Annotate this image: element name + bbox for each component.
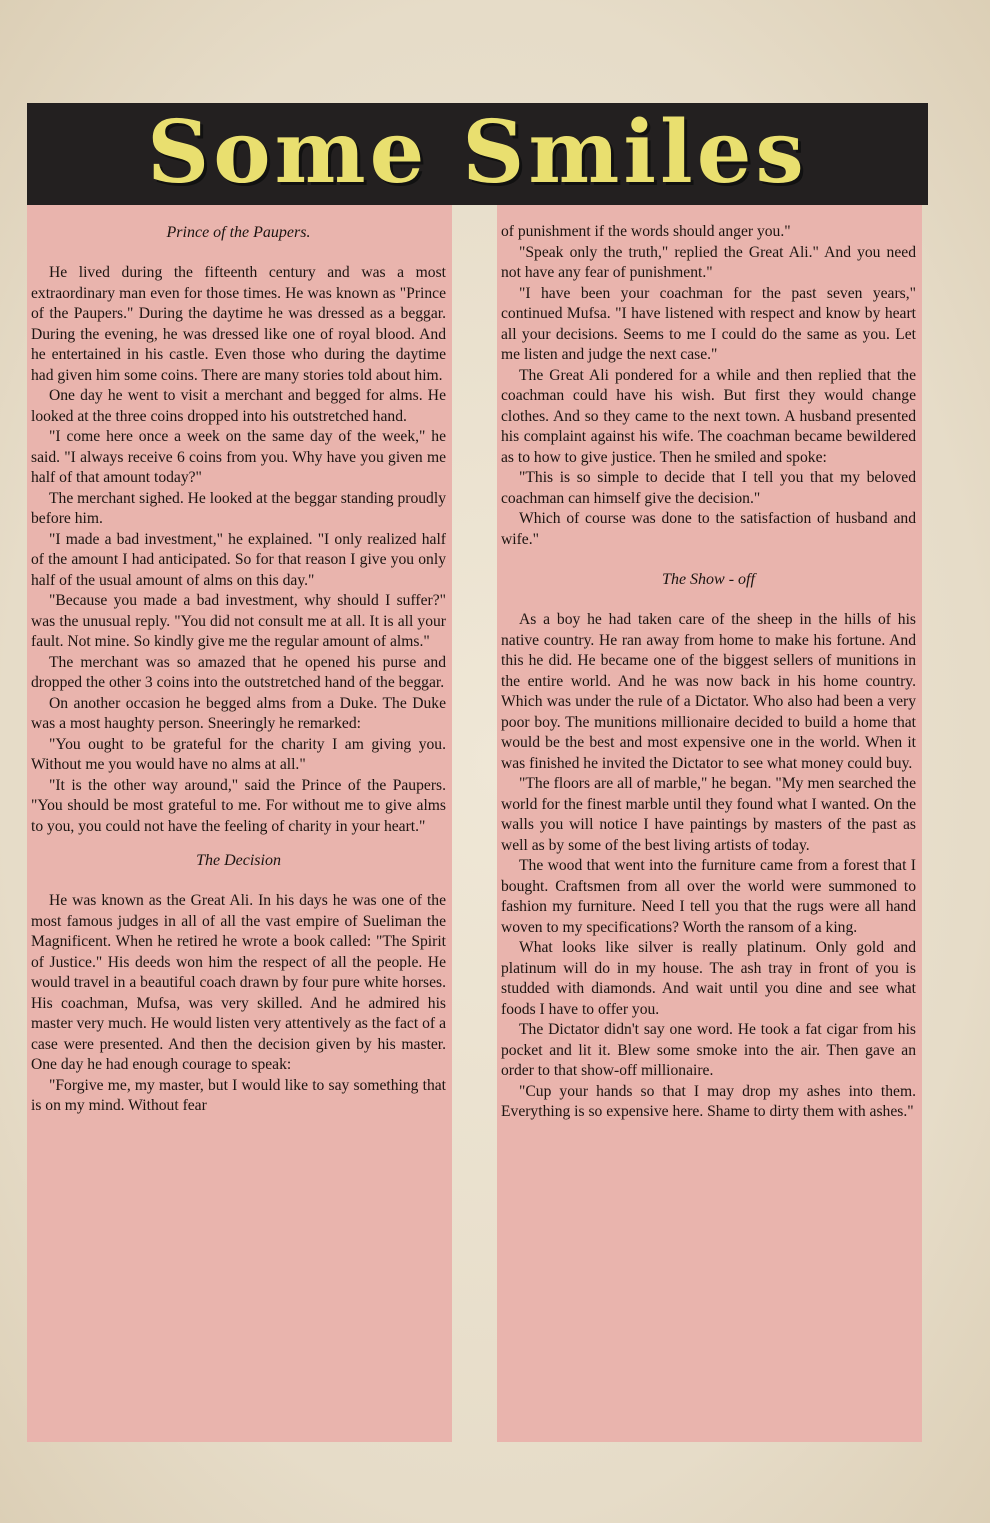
right-column <box>497 205 922 1442</box>
paragraph: The wood that went into the furniture came from a forest that I bought. Craftsmen from all over the world were summoned to fashion my furniture. Need I tell you that the rugs were all hand woven to my specifications? Worth the ransom of a king. <box>501 857 916 936</box>
paragraph: "I come here once a week on the same day of the week," he said. "I always receive 6 coins from you. Why have you given me half of that amount today?" <box>31 428 446 486</box>
paragraph: "This is so simple to decide that I tell you that my beloved coachman can himself give the decision." <box>501 469 916 507</box>
paragraph: "Cup your hands so that I may drop my ashes into them. Everything is so expensive here. Shame to dirty them with ashes." <box>501 1082 916 1120</box>
paragraph: Which of course was done to the satisfaction of husband and wife." <box>501 510 916 548</box>
paragraph: "You ought to be grateful for the charity I am giving you. Without me you would have no alms at all." <box>31 735 446 773</box>
paragraph: "It is the other way around," said the Prince of the Paupers. "You should be most grateful to me. For without me to give alms to you, you could not have the feeling of charity in your heart." <box>31 776 446 835</box>
left-column <box>27 205 452 1442</box>
paragraph: The Great Ali pondered for a while and then replied that the coachman could have his wish. But first they would change clothes. And so they came to the next town. A husband presented his complaint against his wife. The coachman became bewildered as to how to give justice. Then he smiled and spoke: <box>501 366 916 466</box>
section-heading-show-off: The Show - off <box>662 571 755 588</box>
paragraph: One day he went to visit a merchant and begged for alms. He looked at the three coins dropped into his outstretched hand. <box>31 387 446 425</box>
paragraph: "Forgive me, my master, but I would like to say something that is on my mind. Without fear <box>31 1076 446 1114</box>
paragraph: He was known as the Great Ali. In his days he was one of the most famous judges in all of all the vast empire of Sueliman the Magnificent. When he retired he wrote a book called: "The Spirit of Justice." His deeds won him the respect of all the people. He would travel in a beautiful coach drawn by four pure white horses. His coachman, Mufsa, was very skilled. And he admired his master very much. He would listen very attentively as the fact of a case were presented. And then the decision given by his master. One day he had enough courage to speak: <box>31 892 446 1073</box>
paragraph: "I have been your coachman for the past seven years," continued Mufsa. "I have listened with respect and know by heart all your decisions. Seems to me I could do the same as you. Let me listen and judge the next case." <box>501 284 916 363</box>
section-heading-decision: The Decision <box>196 852 281 869</box>
paragraph: "Because you made a bad investment, why should I suffer?" was the unusual reply. "You did not consult me at all. It is all your fault. Not mine. So kindly give me the regular amount of alms." <box>31 592 446 650</box>
page-title: Some Smiles <box>147 102 808 203</box>
paragraph: As a boy he had taken care of the sheep in the hills of his native country. He ran away from home to make his fortune. And this he did. He became one of the biggest sellers of munitions in the entire world. And he was now back in his home country. Which was under the rule of a Dictator. Who also had been a very poor boy. The munitions millionaire decided to build a home that would be the best and most expensive one in the world. When it was finished he invited the Dictator to see what money could buy. <box>501 611 916 772</box>
paragraph: The merchant sighed. He looked at the beggar standing proudly before him. <box>31 489 446 527</box>
paragraph: "The floors are all of marble," he began. "My men searched the world for the finest marble until they found what I wanted. On the walls you will notice I have paintings by masters of the past as well as by some of the best living artists of today. <box>501 775 916 854</box>
paragraph: What looks like silver is really platinum. Only gold and platinum will do in my house. The ash tray in front of you is studded with diamonds. And wait until you dine and see what foods I have to offer you. <box>501 939 916 1018</box>
section-heading-prince: Prince of the Paupers. <box>166 224 311 241</box>
paragraph: The merchant was so amazed that he opened his purse and dropped the other 3 coins into the outstretched hand of the beggar. <box>31 653 446 691</box>
paragraph: He lived during the fifteenth century and was a most extraordinary man even for those times. He was known as "Prince of the Paupers." During the daytime he was dressed as a beggar. During the evening, he was dressed like one of royal blood. And he entertained in his castle. Even those who during the daytime had given him some coins. There are many stories told about him. <box>31 264 446 384</box>
title-banner <box>27 103 928 205</box>
paragraph: The Dictator didn't say one word. He took a fat cigar from his pocket and lit it. Blew some smoke into the air. Then gave an order to that show-off millionaire. <box>501 1021 916 1079</box>
paragraph: On another occasion he begged alms from a Duke. The Duke was a most haughty person. Sneeringly he remarked: <box>31 694 446 732</box>
paragraph: "Speak only the truth," replied the Great Ali." And you need not have any fear of punishment." <box>501 243 916 281</box>
paragraph: "I made a bad investment," he explained. "I only realized half of the amount I had anticipated. So for that reason I give you only half of the usual amount of alms on this day." <box>31 530 446 589</box>
paragraph-continued: of punishment if the words should anger you." <box>501 223 791 240</box>
